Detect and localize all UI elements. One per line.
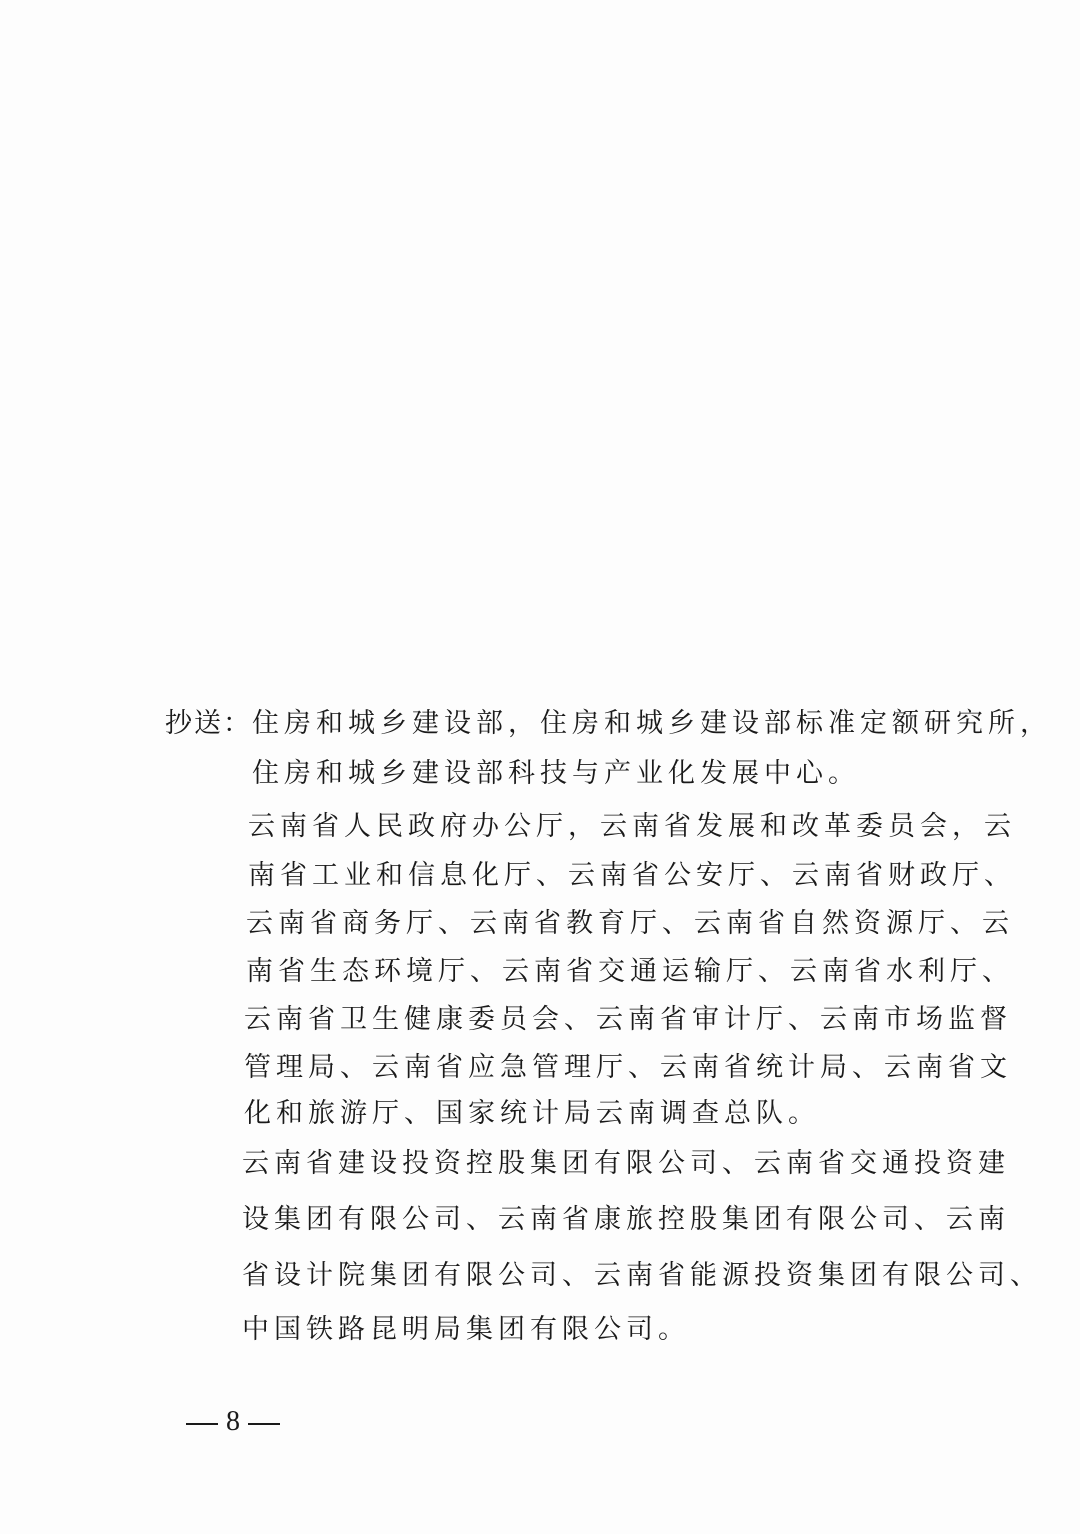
page-number-value: 8: [226, 1406, 240, 1437]
copy-to-line-4: 南省工业和信息化厅、云南省公安厅、云南省财政厅、: [248, 860, 1016, 891]
copy-to-line-11: 设集团有限公司、云南省康旅控股集团有限公司、云南: [242, 1204, 1010, 1235]
page-number-right-dash: [248, 1423, 280, 1425]
page-number: [178, 1402, 288, 1442]
copy-to-line-5: 云南省商务厅、云南省教育厅、云南省自然资源厅、云: [246, 908, 1014, 939]
page-number-left-dash: [186, 1423, 218, 1425]
copy-to-line-12: 省设计院集团有限公司、云南省能源投资集团有限公司、: [242, 1260, 1042, 1291]
copy-to-line-9: 化和旅游厅、国家统计局云南调查总队。: [244, 1098, 820, 1129]
copy-to-line-10: 云南省建设投资控股集团有限公司、云南省交通投资建: [242, 1148, 1010, 1179]
copy-to-line-2: 住房和城乡建设部科技与产业化发展中心。: [252, 758, 860, 789]
copy-to-line-3: 云南省人民政府办公厅，云南省发展和改革委员会，云: [248, 811, 1016, 842]
copy-to-line-13: 中国铁路昆明局集团有限公司。: [242, 1314, 690, 1345]
copy-to-line-8: 管理局、云南省应急管理厅、云南省统计局、云南省文: [244, 1052, 1012, 1083]
copy-to-line-1: 住房和城乡建设部，住房和城乡建设部标准定额研究所，: [252, 708, 1052, 739]
copy-to-line-7: 云南省卫生健康委员会、云南省审计厅、云南市场监督: [244, 1004, 1012, 1035]
copy-to-line-6: 南省生态环境厅、云南省交通运输厅、云南省水利厅、: [246, 956, 1014, 987]
copy-to-label: 抄送：: [165, 708, 252, 739]
